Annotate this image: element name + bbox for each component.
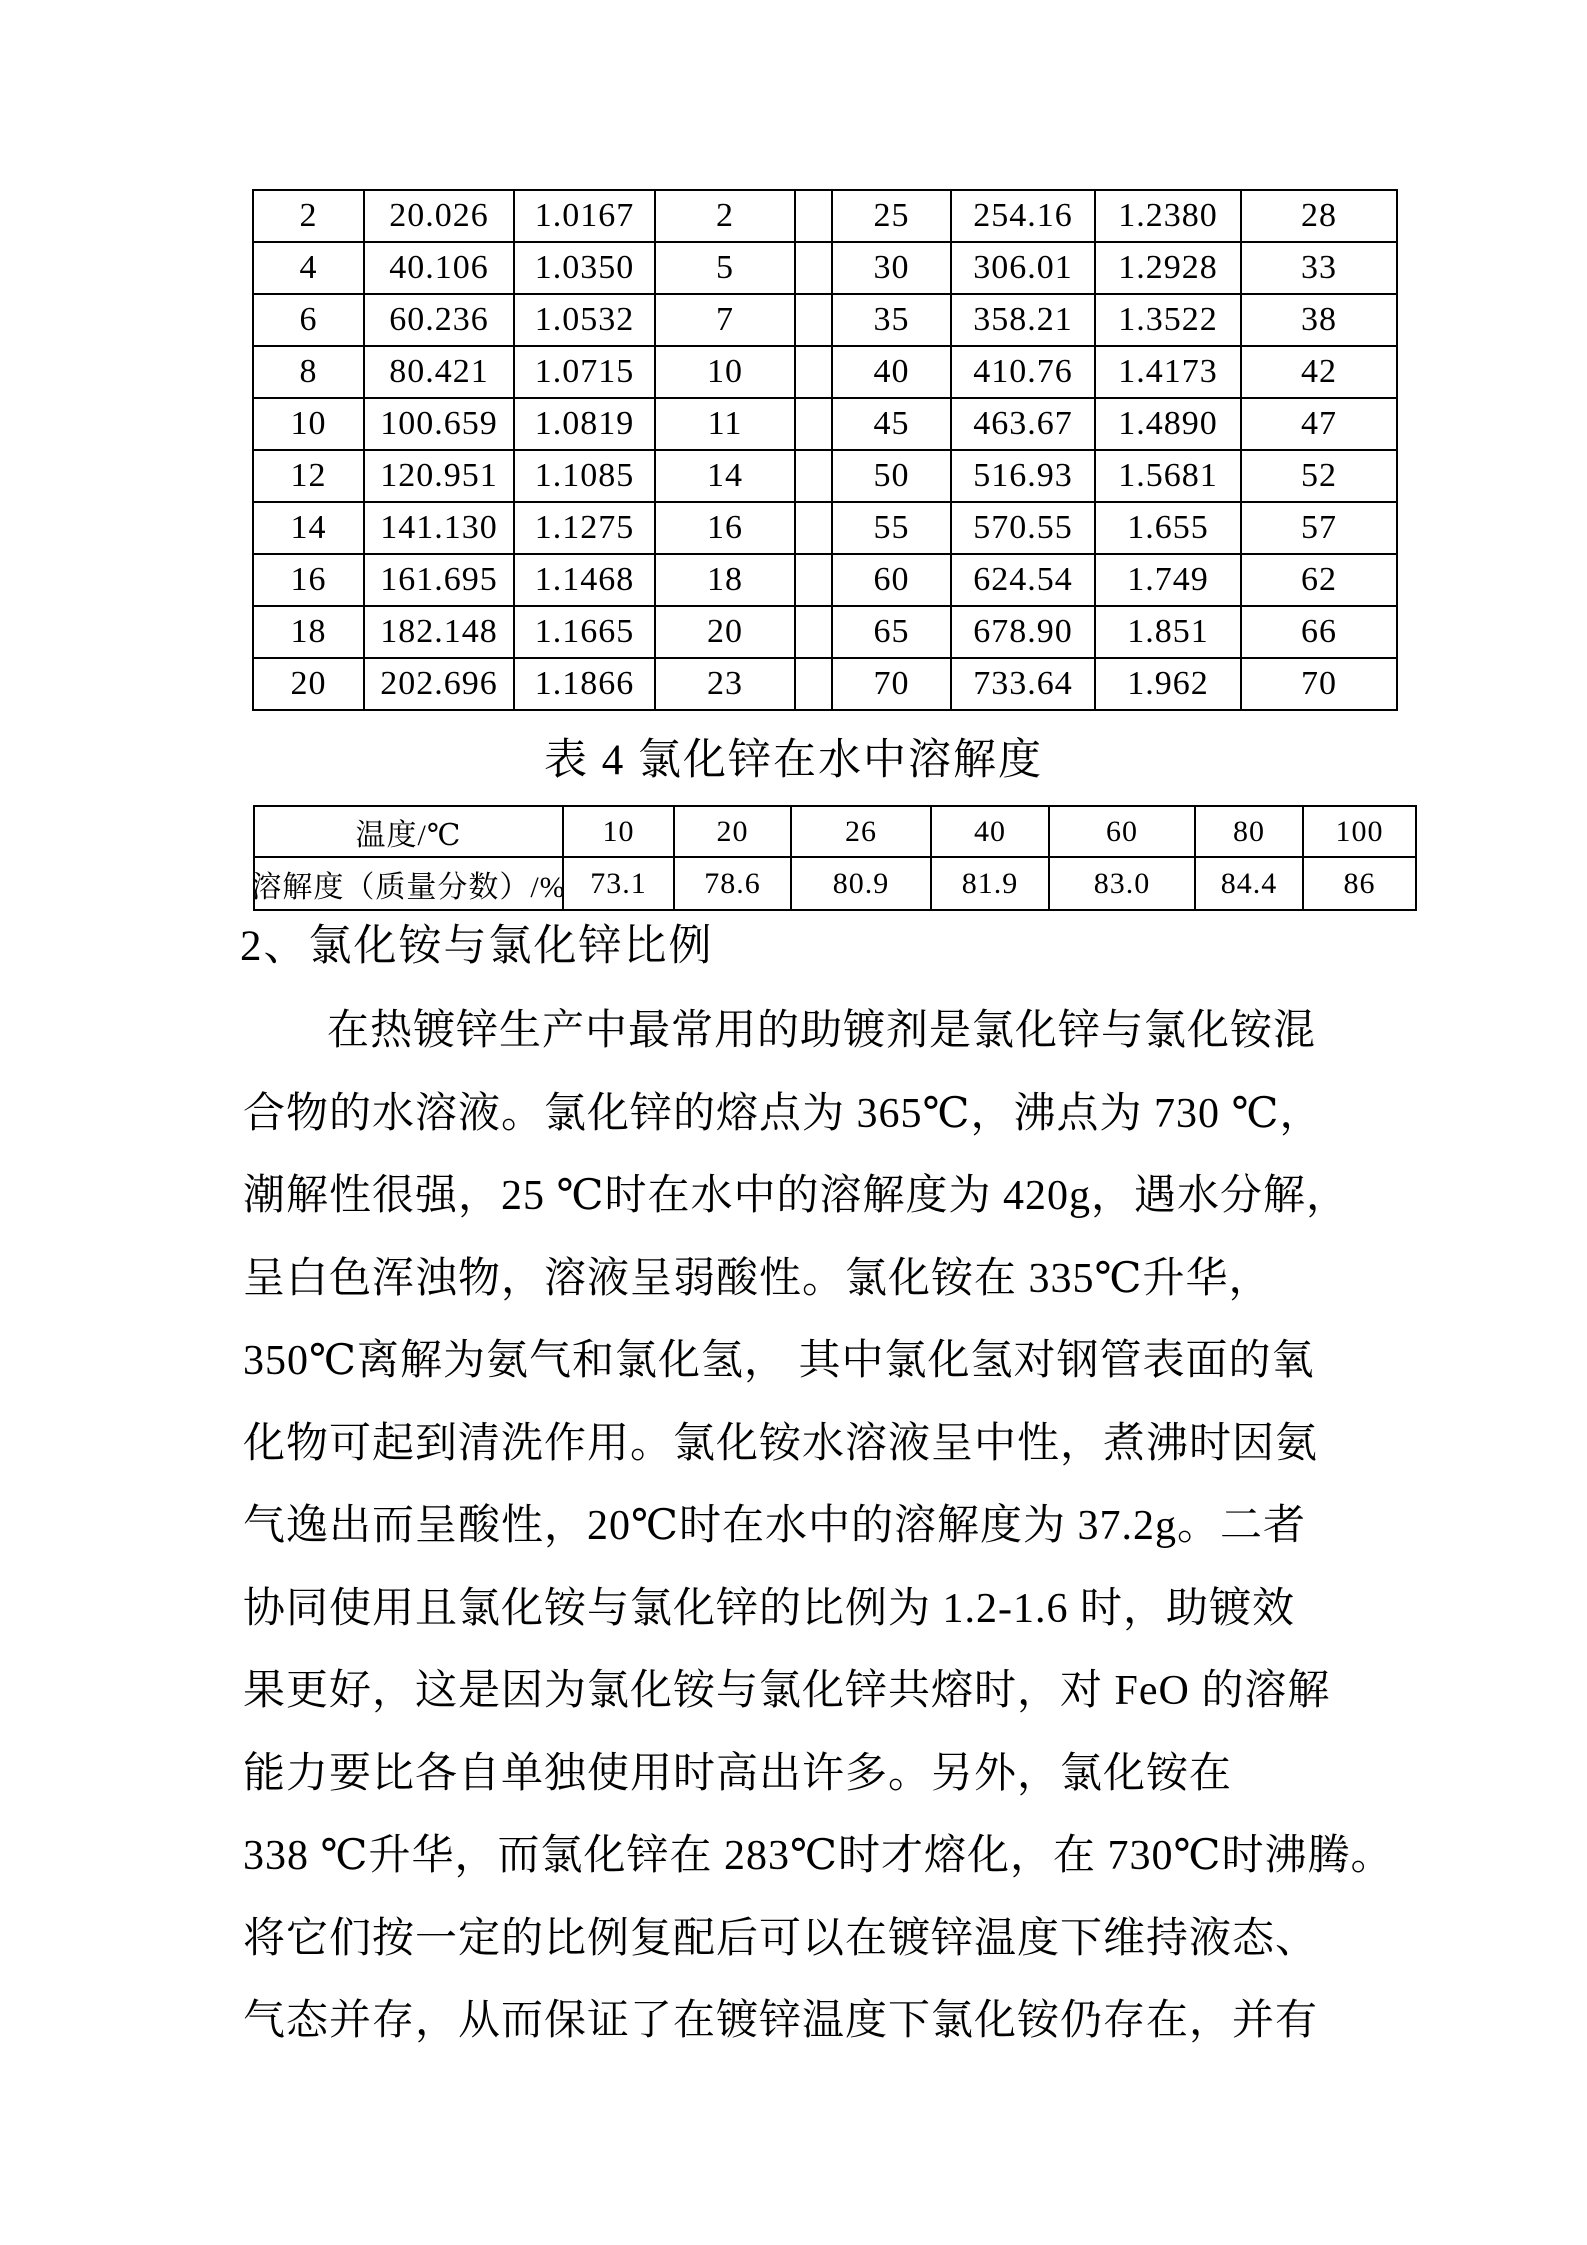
table-cell: 733.64 <box>952 659 1096 711</box>
table-cell: 25 <box>833 191 952 243</box>
table-cell: 1.0350 <box>515 243 656 295</box>
table-cell: 26 <box>792 807 932 858</box>
table-cell: 12 <box>254 451 365 503</box>
table-cell <box>796 451 833 503</box>
table-cell: 624.54 <box>952 555 1096 607</box>
table-cell: 2 <box>254 191 365 243</box>
table-cell: 1.0819 <box>515 399 656 451</box>
table-cell: 45 <box>833 399 952 451</box>
table-cell: 35 <box>833 295 952 347</box>
table-cell <box>796 191 833 243</box>
paragraph-line: 果更好，这是因为氯化铵与氯化锌共熔时，对 FeO 的溶解 <box>243 1668 1331 1715</box>
table-cell <box>796 555 833 607</box>
table-cell: 50 <box>833 451 952 503</box>
table-cell: 38 <box>1242 295 1398 347</box>
table-cell: 1.5681 <box>1096 451 1242 503</box>
table-cell: 42 <box>1242 347 1398 399</box>
table-cell: 10 <box>656 347 796 399</box>
table-cell: 1.0532 <box>515 295 656 347</box>
table-cell: 55 <box>833 503 952 555</box>
table-cell: 60.236 <box>365 295 515 347</box>
table-cell: 20.026 <box>365 191 515 243</box>
paragraph-line: 潮解性很强，25 ℃时在水中的溶解度为 420g，遇水分解， <box>243 1173 1349 1220</box>
paragraph-line: 呈白色浑浊物，溶液呈弱酸性。氯化铵在 335℃升华， <box>243 1255 1272 1302</box>
table-cell: 161.695 <box>365 555 515 607</box>
table-cell: 1.0715 <box>515 347 656 399</box>
table-cell: 11 <box>656 399 796 451</box>
table-cell: 182.148 <box>365 607 515 659</box>
table-cell: 20 <box>254 659 365 711</box>
table-cell: 60 <box>1050 807 1196 858</box>
table-cell: 16 <box>254 555 365 607</box>
table-cell: 70 <box>833 659 952 711</box>
table-cell: 1.1665 <box>515 607 656 659</box>
table-cell: 10 <box>564 807 675 858</box>
table-cell: 1.0167 <box>515 191 656 243</box>
zinc-chloride-solution-data-table <box>252 189 1398 711</box>
table-cell: 40 <box>833 347 952 399</box>
table-cell: 10 <box>254 399 365 451</box>
section-heading: 2、氯化铵与氯化锌比例 <box>240 923 714 970</box>
table-cell: 6 <box>254 295 365 347</box>
table-cell: 1.4890 <box>1096 399 1242 451</box>
table-cell: 78.6 <box>675 858 792 911</box>
table-cell: 30 <box>833 243 952 295</box>
table-cell: 1.1866 <box>515 659 656 711</box>
table-cell: 141.130 <box>365 503 515 555</box>
table-cell: 8 <box>254 347 365 399</box>
paragraph-line: 气态并存，从而保证了在镀锌温度下氯化铵仍存在，并有 <box>243 1998 1319 2045</box>
paragraph-line: 350℃离解为氨气和氯化氢， 其中氯化氢对钢管表面的氧 <box>243 1338 1315 1385</box>
table-cell: 18 <box>656 555 796 607</box>
table-cell: 1.2928 <box>1096 243 1242 295</box>
table-cell: 80 <box>1196 807 1304 858</box>
table-cell <box>796 295 833 347</box>
table-cell: 80.421 <box>365 347 515 399</box>
table-cell: 4 <box>254 243 365 295</box>
table-cell: 1.655 <box>1096 503 1242 555</box>
table-cell: 1.749 <box>1096 555 1242 607</box>
table-cell: 1.962 <box>1096 659 1242 711</box>
table-cell: 463.67 <box>952 399 1096 451</box>
table-cell: 65 <box>833 607 952 659</box>
paragraph-line: 化物可起到清洗作用。氯化铵水溶液呈中性，煮沸时因氨 <box>243 1420 1319 1467</box>
table-cell: 52 <box>1242 451 1398 503</box>
table-cell: 70 <box>1242 659 1398 711</box>
table-cell: 86 <box>1304 858 1417 911</box>
table-cell: 16 <box>656 503 796 555</box>
table-cell: 5 <box>656 243 796 295</box>
table-cell <box>796 399 833 451</box>
table-cell: 83.0 <box>1050 858 1196 911</box>
table-cell: 20 <box>656 607 796 659</box>
paragraph-line: 338 ℃升华，而氯化锌在 283℃时才熔化，在 730℃时沸腾。 <box>243 1833 1394 1880</box>
table-cell: 1.1275 <box>515 503 656 555</box>
table-cell: 81.9 <box>932 858 1050 911</box>
table-cell: 84.4 <box>1196 858 1304 911</box>
paragraph-line: 气逸出而呈酸性，20℃时在水中的溶解度为 37.2g。二者 <box>243 1503 1306 1550</box>
table-cell: 678.90 <box>952 607 1096 659</box>
table-cell: 1.3522 <box>1096 295 1242 347</box>
table-cell: 516.93 <box>952 451 1096 503</box>
table-cell: 溶解度（质量分数）/% <box>255 858 564 911</box>
table-cell: 18 <box>254 607 365 659</box>
table-cell: 7 <box>656 295 796 347</box>
table-cell: 570.55 <box>952 503 1096 555</box>
paragraph-line: 将它们按一定的比例复配后可以在镀锌温度下维持液态、 <box>243 1915 1319 1962</box>
table-cell: 1.851 <box>1096 607 1242 659</box>
table-cell <box>796 659 833 711</box>
table-cell: 2 <box>656 191 796 243</box>
table4-caption: 表 4 氯化锌在水中溶解度 <box>544 737 1043 784</box>
table-cell: 14 <box>656 451 796 503</box>
table-cell: 202.696 <box>365 659 515 711</box>
table-cell: 306.01 <box>952 243 1096 295</box>
table-cell: 47 <box>1242 399 1398 451</box>
table-cell: 温度/℃ <box>255 807 564 858</box>
table-cell: 1.4173 <box>1096 347 1242 399</box>
table-cell: 358.21 <box>952 295 1096 347</box>
table-cell: 28 <box>1242 191 1398 243</box>
table-cell: 73.1 <box>564 858 675 911</box>
table-cell: 80.9 <box>792 858 932 911</box>
table-cell: 62 <box>1242 555 1398 607</box>
paragraph-line: 合物的水溶液。氯化锌的熔点为 365℃，沸点为 730 ℃， <box>243 1090 1323 1137</box>
table-cell: 14 <box>254 503 365 555</box>
paragraph-line: 在热镀锌生产中最常用的助镀剂是氯化锌与氯化铵混 <box>327 1008 1317 1055</box>
table-cell: 1.2380 <box>1096 191 1242 243</box>
section-paragraph <box>243 986 1563 2059</box>
paragraph-line: 能力要比各自单独使用时高出许多。另外，氯化铵在 <box>243 1750 1233 1797</box>
table-cell: 40 <box>932 807 1050 858</box>
table-cell: 66 <box>1242 607 1398 659</box>
table-cell: 1.1468 <box>515 555 656 607</box>
table-cell: 40.106 <box>365 243 515 295</box>
table-cell <box>796 607 833 659</box>
table-cell: 33 <box>1242 243 1398 295</box>
table-cell <box>796 347 833 399</box>
paragraph-line: 协同使用且氯化铵与氯化锌的比例为 1.2-1.6 时，助镀效 <box>243 1585 1295 1632</box>
table-cell <box>796 243 833 295</box>
table-cell: 60 <box>833 555 952 607</box>
table-cell: 57 <box>1242 503 1398 555</box>
table-cell: 254.16 <box>952 191 1096 243</box>
table-cell: 120.951 <box>365 451 515 503</box>
table-cell: 410.76 <box>952 347 1096 399</box>
table-cell: 1.1085 <box>515 451 656 503</box>
table-cell: 100 <box>1304 807 1417 858</box>
table-cell: 100.659 <box>365 399 515 451</box>
table-cell: 23 <box>656 659 796 711</box>
table-cell <box>796 503 833 555</box>
table-cell: 20 <box>675 807 792 858</box>
zinc-chloride-water-solubility-table <box>253 805 1417 911</box>
